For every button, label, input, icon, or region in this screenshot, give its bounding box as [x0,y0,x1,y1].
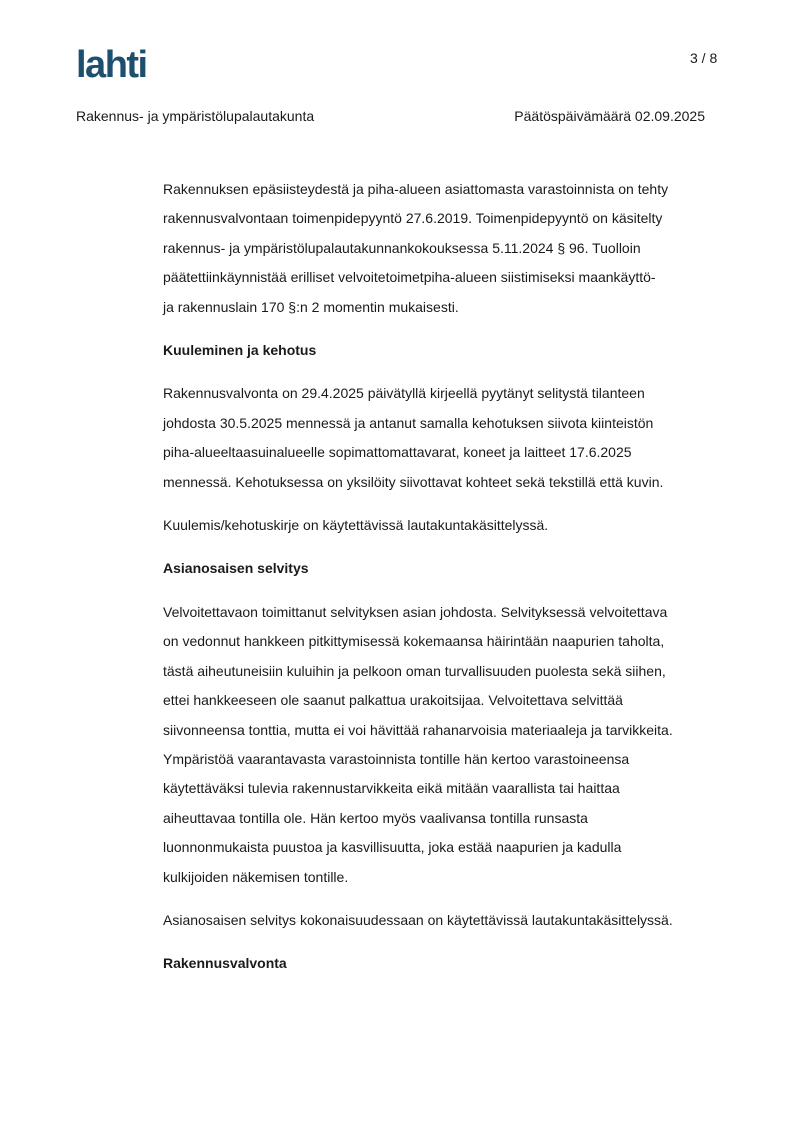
paragraph-hearing [163,379,723,497]
lahti-logo [76,46,166,82]
text-line: on vedonnut hankkeen pitkittymisessä kokemaansa häirintään naapurien taholta, [163,633,665,650]
text-line: luonnonmukaista puustoa ja kasvillisuutta, joka estää naapurien ja kadulla [163,839,622,856]
text-line: piha-alueeltaasuinalueelle sopimattomattavarat, koneet ja laitteet 17.6.2025 [163,444,632,461]
text-line: Rakennusvalvonta on 29.4.2025 päivätyllä kirjeellä pyytänyt selitystä tilanteen [163,385,645,402]
text-line: aiheuttavaa tontilla ole. Hän kertoo myös vaalivansa tontilla runsasta [163,809,588,826]
text-line: Ympäristöä vaarantavasta varastoinnista tontille hän kertoo varastoineensa [163,750,630,767]
text-line: johdosta 30.5.2025 mennessä ja antanut samalla kehotuksen siivota kiinteistön [163,414,654,431]
text-line: tästä aiheutuneisiin kuluihin ja pelkoon oman turvallisuuden puolesta sekä siihen, [163,662,666,679]
text-line: Kuulemis/kehotuskirje on käytettävissä lautakuntakäsittelyssä. [163,517,549,534]
logo-text: lahti [76,46,147,82]
text-line: rakennusvalvontaan toimenpidepyyntö 27.6.2019. Toimenpidepyyntö on käsitelty [163,210,663,227]
paragraph-letter-available [163,511,723,540]
page-number: 3 / 8 [690,50,718,66]
decision-date: Päätöspäivämäärä 02.09.2025 [514,108,705,124]
committee-name: Rakennus- ja ympäristölupalautakunta [76,108,315,124]
text-line: ja rakennuslain 170 §:n 2 momentin mukaisesti. [163,298,459,315]
text-line: rakennus- ja ympäristölupalautakunnankokouksessa 5.11.2024 § 96. Tuolloin [163,239,641,256]
paragraph-statement-available [163,906,723,935]
text-line: Velvoitettavaon toimittanut selvityksen asian johdosta. Selvityksessä velvoitettava [163,603,668,620]
text-line: mennessä. Kehotuksessa on yksilöity siivottavat kohteet sekä tekstillä että kuvin. [163,473,664,490]
paragraph-background [163,175,723,322]
document-body [163,175,723,993]
text-line: Asianosaisen selvitys kokonaisuudessaan on käytettävissä lautakuntakäsittelyssä. [163,911,673,928]
heading-party-statement: Asianosaisen selvitys [163,560,309,577]
paragraph-party-statement [163,598,723,892]
text-line: käytettäväksi tulevia rakennustarvikkeita eikä mitään vaarallista tai haittaa [163,780,620,797]
text-line: ettei hankkeeseen ole saanut palkattua urakoitsijaa. Velvoitettava selvittää [163,692,623,709]
heading-building-control: Rakennusvalvonta [163,955,287,972]
text-line: Rakennuksen epäsiisteydestä ja piha-alueen asiattomasta varastoinnista on tehty [163,181,669,197]
heading-hearing: Kuuleminen ja kehotus [163,342,317,359]
text-line: siivonneensa tonttia, mutta ei voi hävittää rahanarvoisia materiaaleja ja tarvikkeita. [163,721,673,738]
text-line: kulkijoiden näkemisen tontille. [163,868,349,885]
text-line: päätettiinkäynnistää erilliset velvoitetoimetpiha-alueen siistimiseksi maankäyttö- [163,269,656,286]
